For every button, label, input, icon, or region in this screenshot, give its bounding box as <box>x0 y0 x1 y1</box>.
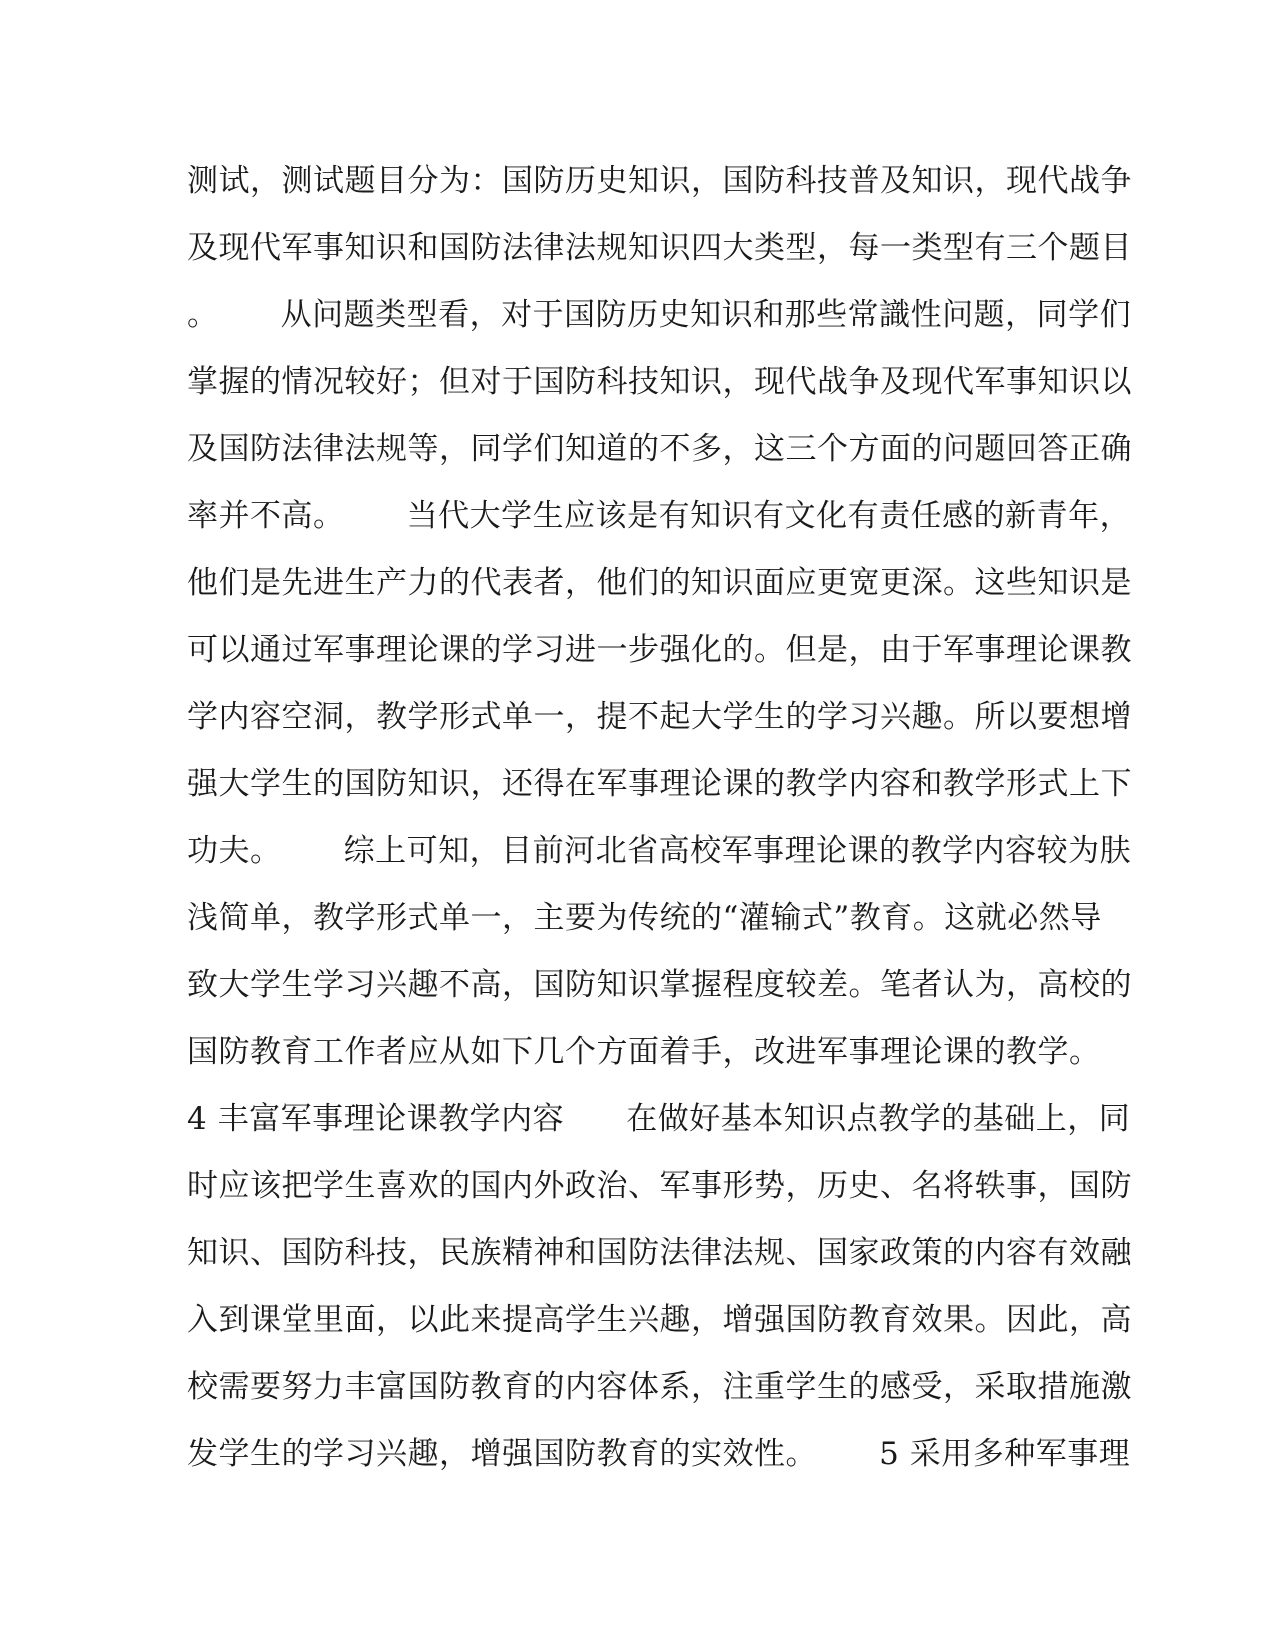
text-line: 功夫。 综上可知，目前河北省高校军事理论课的教学内容较为肤 <box>187 833 1132 869</box>
body-text <box>187 148 1132 1488</box>
text-line: 测试，测试题目分为：国防历史知识，国防科技普及知识，现代战争 <box>187 163 1132 199</box>
text-line: 掌握的情况较好；但对于国防科技知识，现代战争及现代军事知识以 <box>187 364 1132 400</box>
text-line: 4 丰富军事理论课教学内容 在做好基本知识点教学的基础上，同 <box>187 1101 1131 1137</box>
text-line: 校需要努力丰富国防教育的内容体系，注重学生的感受，采取措施激 <box>187 1369 1132 1405</box>
text-line: 入到课堂里面，以此来提高学生兴趣，增强国防教育效果。因此，高 <box>187 1302 1132 1338</box>
text-line: 及现代军事知识和国防法律法规知识四大类型，每一类型有三个题目 <box>187 230 1132 266</box>
text-line: 强大学生的国防知识，还得在军事理论课的教学内容和教学形式上下 <box>187 766 1132 802</box>
text-line: 致大学生学习兴趣不高，国防知识掌握程度较差。笔者认为，高校的 <box>187 967 1132 1003</box>
text-line: 率并不高。 当代大学生应该是有知识有文化有责任感的新青年， <box>187 498 1132 534</box>
text-line: 浅简单，教学形式单一，主要为传统的“灌输式”教育。这就必然导 <box>187 900 1102 936</box>
text-line: 他们是先进生产力的代表者，他们的知识面应更宽更深。这些知识是 <box>187 565 1132 601</box>
text-line: 时应该把学生喜欢的国内外政治、军事形势，历史、名将轶事，国防 <box>187 1168 1132 1204</box>
text-line: 发学生的学习兴趣，增强国防教育的实效性。 5 采用多种军事理 <box>187 1436 1131 1472</box>
text-line: 国防教育工作者应从如下几个方面着手，改进军事理论课的教学。 <box>187 1034 1101 1070</box>
text-line: 。 从问题类型看，对于国防历史知识和那些常識性问题，同学们 <box>187 297 1132 333</box>
text-line: 可以通过军事理论课的学习进一步强化的。但是，由于军事理论课教 <box>187 632 1132 668</box>
text-line: 知识、国防科技，民族精神和国防法律法规、国家政策的内容有效融 <box>187 1235 1132 1271</box>
text-line: 学内容空洞，教学形式单一，提不起大学生的学习兴趣。所以要想增 <box>187 699 1132 735</box>
text-line: 及国防法律法规等，同学们知道的不多，这三个方面的问题回答正确 <box>187 431 1132 467</box>
